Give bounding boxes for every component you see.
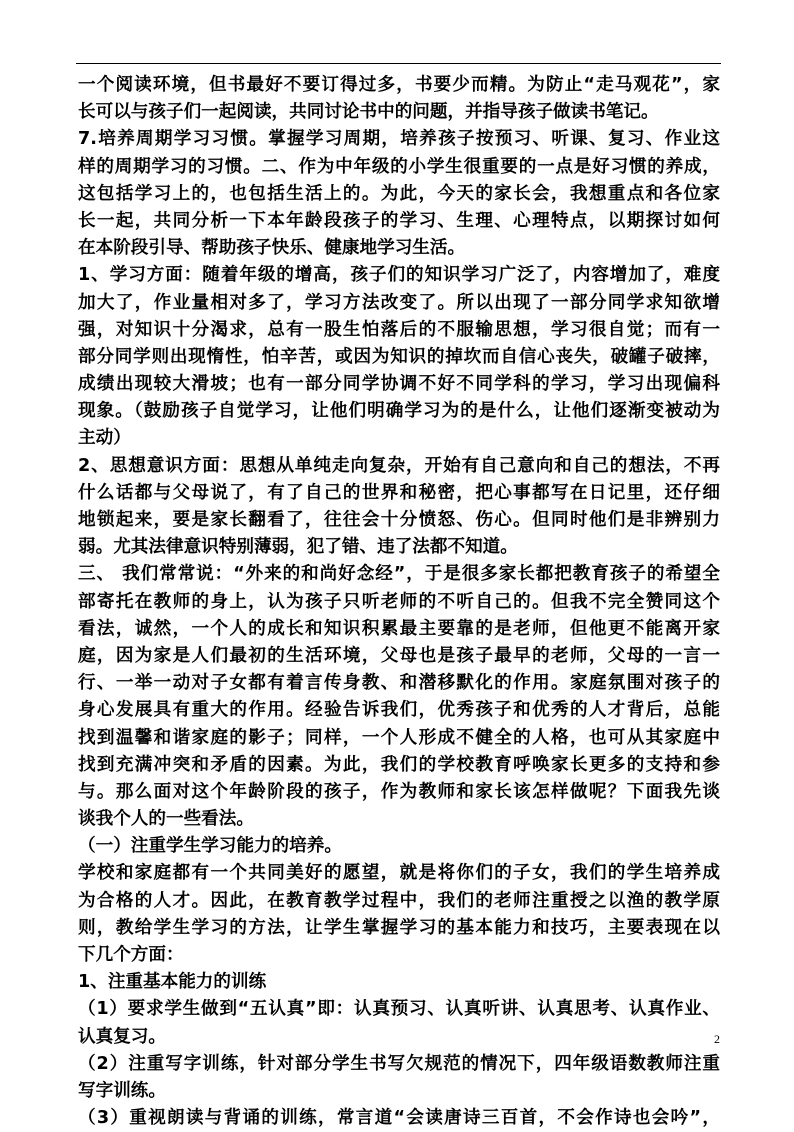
text-line: （1）要求学生做到“五认真”即：认真预习、认真听讲、认真思考、认真作业、 <box>78 999 720 1020</box>
text-line: 在本阶段引导、帮助孩子快乐、健康地学习生活。 <box>78 238 466 259</box>
text-line: 样的周期学习的习惯。二、作为中年级的小学生很重要的一点是好习惯的养成， <box>78 156 720 177</box>
text-line: 下几个方面： <box>78 945 184 965</box>
text-line: （3）重视朗读与背诵的训练，常言道“会读唐诗三百首，不会作诗也会吟”， <box>78 1108 720 1129</box>
text-line: （2）注重写字训练，针对部分学生书写欠规范的情况下，四年级语数教师注重 <box>78 1053 720 1074</box>
text-line: 行、一举一动对子女都有着言传身教、和潜移默化的作用。家庭氛围对孩子的 <box>78 673 720 694</box>
text-line: 部寄托在教师的身上，认为孩子只听老师的不听自己的。但我不完全赞同这个 <box>78 591 720 612</box>
body-text <box>78 72 720 1132</box>
text-line: 与。那么面对这个年龄阶段的孩子，作为教师和家长该怎样做呢？下面我先谈 <box>78 781 720 802</box>
text-line: 看法，诚然，一个人的成长和知识积累最主要靠的是老师，但他更不能离开家 <box>78 618 720 639</box>
text-line: 7.培养周期学习习惯。掌握学习周期，培养孩子按预习、听课、复习、作业这 <box>78 129 720 150</box>
text-line: 部分同学则出现惰性，怕辛苦，或因为知识的掉坎而自信心丧失，破罐子破摔， <box>78 346 720 367</box>
text-line: 1、学习方面：随着年级的增高，孩子们的知识学习广泛了，内容增加了，难度 <box>78 265 720 286</box>
text-line: 加大了，作业量相对多了，学习方法改变了。所以出现了一部分同学求知欲增 <box>78 292 720 313</box>
page-number: 2 <box>714 1032 720 1046</box>
text-line: 谈我个人的一些看法。 <box>78 809 254 830</box>
text-line: 学校和家庭都有一个共同美好的愿望，就是将你们的子女，我们的学生培养成 <box>78 863 720 884</box>
text-line: 地锁起来，要是家长翻看了，往往会十分愤怒、伤心。但同时他们是非辨别力 <box>78 510 720 530</box>
text-line: 1、注重基本能力的训练 <box>78 972 267 993</box>
text-line: 为合格的人才。因此，在教育教学过程中，我们的老师注重授之以渔的教学原 <box>78 890 720 911</box>
text-line: 成绩出现较大滑坡；也有一部分同学协调不好不同学科的学习，学习出现偏科 <box>78 374 720 395</box>
text-line: （一）注重学生学习能力的培养。 <box>78 836 342 857</box>
text-line: 认真复习。 <box>78 1026 166 1047</box>
text-line: 一个阅读环境，但书最好不要订得过多，书要少而精。为防止“走马观花”，家 <box>78 75 720 95</box>
text-line: 庭，因为家是人们最初的生活环境，父母也是孩子最早的老师，父母的一言一 <box>78 645 720 666</box>
text-line: 什么话都与父母说了，有了自己的世界和秘密，把心事都写在日记里，还仔细 <box>78 482 720 503</box>
text-line: 则，教给学生学习的方法，让学生掌握学习的基本能力和技巧，主要表现在以 <box>78 917 720 938</box>
header-rule <box>76 63 721 64</box>
text-line: 弱。尤其法律意识特别薄弱，犯了错、违了法都不知道。 <box>78 537 518 558</box>
text-line: 2、思想意识方面：思想从单纯走向复杂，开始有自己意向和自己的想法，不再 <box>78 455 720 476</box>
text-line: 长一起，共同分析一下本年龄段孩子的学习、生理、心理特点，以期探讨如何 <box>78 210 720 231</box>
text-line: 现象。（鼓励孩子自觉学习，让他们明确学习为的是什么，让他们逐渐变被动为 <box>78 401 720 422</box>
text-line: 找到充满冲突和矛盾的因素。为此，我们的学校教育呼唤家长更多的支持和参 <box>78 754 720 775</box>
text-line: 主动） <box>78 428 131 449</box>
text-line: 身心发展具有重大的作用。经验告诉我们，优秀孩子和优秀的人才背后，总能 <box>78 700 720 721</box>
text-line: 这包括学习上的，也包括生活上的。为此，今天的家长会，我想重点和各位家 <box>78 183 720 204</box>
text-line: 长可以与孩子们一起阅读，共同讨论书中的问题，并指导孩子做读书笔记。 <box>78 102 659 123</box>
text-line: 强，对知识十分渴求，总有一股生怕落后的不服输思想，学习很自觉；而有一 <box>78 319 720 340</box>
text-line: 找到温馨和谐家庭的影子；同样，一个人形成不健全的人格，也可从其家庭中 <box>78 727 720 748</box>
text-line: 三、 我们常常说：“外来的和尚好念经”，于是很多家长都把教育孩子的希望全 <box>78 564 720 585</box>
text-line: 写字训练。 <box>78 1080 166 1101</box>
